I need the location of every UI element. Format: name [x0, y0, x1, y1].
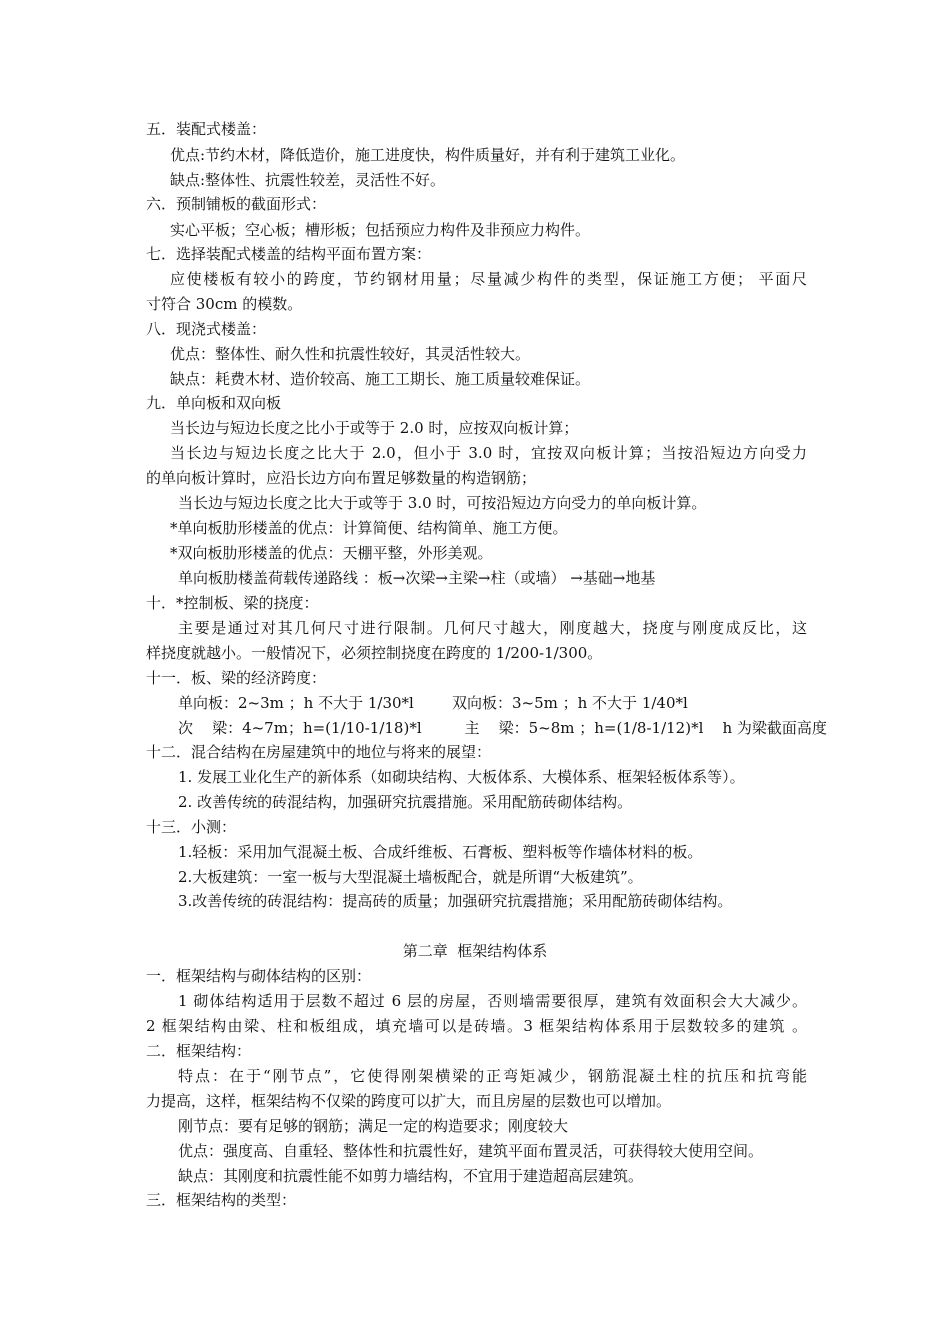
paragraph-line: 当长边与短边长度之比小于或等于 2.0 时，应按双向板计算；: [170, 419, 579, 437]
chapter-title: 第二章 框架结构体系: [402, 942, 548, 960]
paragraph-line: 优点：强度高、自重轻、整体性和抗震性好，建筑平面布置灵活，可获得较大使用空间。: [178, 1142, 764, 1160]
paragraph-line: 特点：在于“刚节点”，它使得刚架横梁的正弯矩减少，钢筋混凝土柱的抗压和抗弯能: [178, 1067, 807, 1085]
paragraph-line: 主要是通过对其几何尺寸进行限制。几何尺寸越大，刚度越大，挠度与刚度成反比，这: [178, 619, 807, 637]
paragraph-line: 缺点：其刚度和抗震性能不如剪力墙结构，不宜用于建造超高层建筑。: [178, 1167, 644, 1185]
section-heading-9: 九．单向板和双向板: [146, 394, 282, 412]
paragraph-line: 优点:节约木材，降低造价，施工进度快，构件质量好，并有利于建筑工业化。: [170, 146, 686, 164]
paragraph-line: 当长边与短边长度之比大于 2.0，但小于 3.0 时，宜按双向板计算；当按沿短边方向受力: [170, 444, 807, 462]
paragraph-line: 2. 改善传统的砖混结构，加强研究抗震措施。采用配筋砖砌体结构。: [178, 793, 633, 811]
paragraph-line: 单向板肋楼盖荷载传递路线 ：板→次梁→主梁→柱（或墙） →基础→地基: [178, 569, 656, 587]
paragraph-line: 3.改善传统的砖混结构：提高砖的质量；加强研究抗震措施；采用配筋砖砌体结构。: [178, 892, 733, 910]
paragraph-line: *单向板肋形楼盖的优点：计算简便、结构简单、施工方便。: [170, 519, 568, 537]
paragraph-line: 1.轻板：采用加气混凝土板、合成纤维板、石膏板、塑料板等作墙体材料的板。: [178, 843, 703, 861]
section-heading-8: 八．现浇式楼盖：: [146, 320, 267, 338]
section-heading-1: 一．框架结构与砌体结构的区别：: [146, 967, 372, 985]
paragraph-line: 的单向板计算时，应沿长边方向布置足够数量的构造钢筋；: [146, 469, 537, 487]
paragraph-line: 力提高，这样，框架结构不仅梁的跨度可以扩大，而且房屋的层数也可以增加。: [146, 1092, 672, 1110]
section-heading-3: 三．框架结构的类型：: [146, 1191, 297, 1209]
section-heading-11: 十一．板、梁的经济跨度：: [146, 669, 327, 687]
section-heading-5: 五．装配式楼盖：: [146, 120, 267, 138]
section-heading-10: 十．*控制板、梁的挠度：: [146, 594, 319, 612]
paragraph-line: 2 框架结构由梁、柱和板组成，填充墙可以是砖墙。3 框架结构体系用于层数较多的建筑 。: [146, 1017, 807, 1035]
paragraph-line: 缺点：耗费木材、造价较高、施工工期长、施工质量较难保证。: [170, 370, 591, 388]
paragraph-line: 1. 发展工业化生产的新体系（如砌块结构、大板体系、大模体系、框架轻板体系等）。: [178, 768, 745, 786]
section-heading-7: 七．选择装配式楼盖的结构平面布置方案：: [146, 245, 432, 263]
paragraph-line: 寸符合 30cm 的模数。: [146, 295, 303, 313]
paragraph-line: 缺点:整体性、抗震性较差，灵活性不好。: [170, 171, 446, 189]
paragraph-line: 优点：整体性、耐久性和抗震性较好，其灵活性较大。: [170, 345, 531, 363]
paragraph-line: 实心平板；空心板；槽形板；包括预应力构件及非预应力构件。: [170, 221, 591, 239]
paragraph-line: 应使楼板有较小的跨度，节约钢材用量；尽量减少构件的类型，保证施工方便； 平面尺: [170, 270, 807, 288]
paragraph-line: 2.大板建筑：一室一板与大型混凝土墙板配合，就是所谓“大板建筑”。: [178, 868, 643, 886]
paragraph-line: 刚节点：要有足够的钢筋；满足一定的构造要求；刚度较大: [178, 1117, 569, 1135]
paragraph-line: 1 砌体结构适用于层数不超过 6 层的房屋，否则墙需要很厚，建筑有效面积会大大减少。: [178, 992, 807, 1010]
paragraph-line: 样挠度就越小。一般情况下，必须控制挠度在跨度的 1/200-1/300。: [146, 644, 603, 662]
section-heading-6: 六．预制铺板的截面形式：: [146, 195, 327, 213]
paragraph-line: 单向板：2~3m ；h 不大于 1/30*l 双向板：3~5m ；h 不大于 1/40*l: [178, 694, 688, 712]
section-heading-13: 十三．小测：: [146, 818, 237, 836]
section-heading-12: 十二．混合结构在房屋建筑中的地位与将来的展望：: [146, 743, 492, 761]
paragraph-line: 当长边与短边长度之比大于或等于 3.0 时，可按沿短边方向受力的单向板计算。: [178, 494, 707, 512]
section-heading-2: 二．框架结构：: [146, 1042, 252, 1060]
paragraph-line: 次 梁：4~7m；h=(1/10-1/18)*l 主 梁：5~8m ；h=(1/8-1/12)*l h 为梁截面高度: [178, 719, 827, 737]
paragraph-line: *双向板肋形楼盖的优点：天棚平整，外形美观。: [170, 544, 493, 562]
